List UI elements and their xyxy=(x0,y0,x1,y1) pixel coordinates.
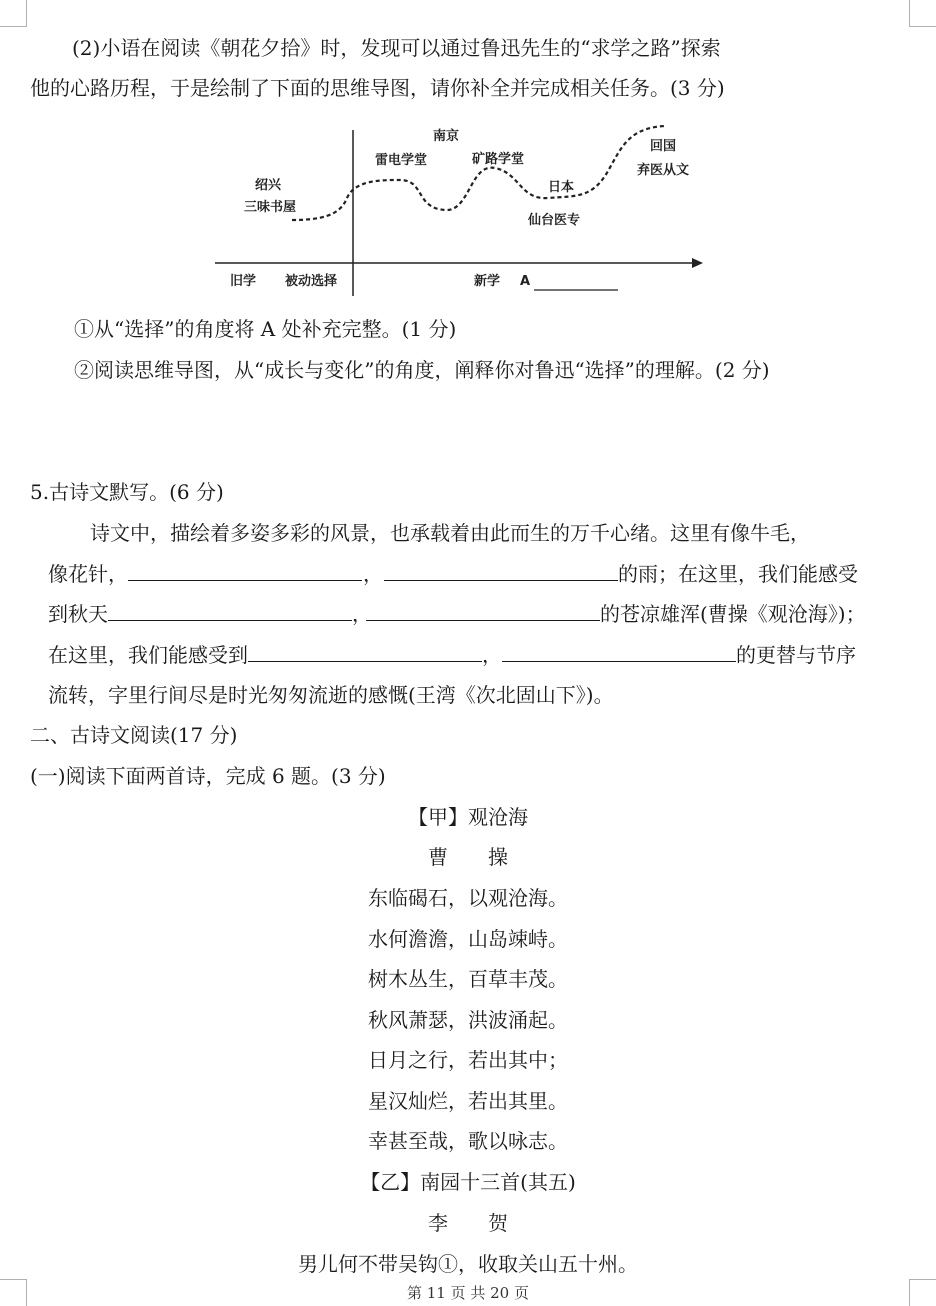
label-beidong: 被动选择 xyxy=(285,274,338,289)
poem1-line: 幸甚至哉，歌以咏志。 xyxy=(368,1129,568,1153)
q5-line3-c: 的苍凉雄浑(曹操《观沧海》)； xyxy=(600,602,866,626)
fill-blank-2[interactable] xyxy=(384,560,618,581)
q2-intro-line1: (2)小语在阅读《朝花夕拾》时，发现可以通过鲁迅先生的“求学之路”探索 xyxy=(72,36,721,60)
poem1-author: 曹 操 xyxy=(428,845,508,869)
q5-line2-b: ， xyxy=(363,562,383,586)
label-nanjing: 南京 xyxy=(433,129,460,144)
crop-mark-top-left xyxy=(0,0,27,27)
label-riben: 日本 xyxy=(548,180,575,195)
q2-task1: ①从“选择”的角度将 A 处补充完整。(1 分) xyxy=(74,317,457,341)
q5-line2-c: 的雨；在这里，我们能感受 xyxy=(618,562,858,586)
poem1-line: 日月之行，若出其中； xyxy=(368,1048,568,1072)
label-jiuxue: 旧学 xyxy=(230,274,257,289)
fill-blank-4[interactable] xyxy=(366,600,600,621)
q5-line4-b: ， xyxy=(482,643,502,667)
q5-line3-b: ， xyxy=(352,602,372,626)
label-shaoxing: 绍兴 xyxy=(255,178,282,193)
label-xiantai: 仙台医专 xyxy=(528,213,581,228)
q5-line3-a: 到秋天 xyxy=(48,602,108,626)
crop-mark-top-right xyxy=(909,0,936,27)
diagram-arrow-head xyxy=(692,258,703,268)
section2-title: 二、古诗文阅读(17 分) xyxy=(30,723,238,747)
diagram-dashed-path xyxy=(292,126,665,220)
fill-blank-5[interactable] xyxy=(248,641,482,662)
label-huiguo: 回国 xyxy=(650,139,677,154)
fill-blank-1[interactable] xyxy=(128,560,362,581)
poem2-title: 【乙】南园十三首(其五) xyxy=(360,1170,576,1194)
q5-line4-a: 在这里，我们能感受到 xyxy=(48,643,248,667)
fill-blank-6[interactable] xyxy=(502,641,736,662)
q5-line2 xyxy=(48,560,858,588)
poem2-author: 李 贺 xyxy=(428,1211,508,1235)
page-footer: 第 11 页 共 20 页 xyxy=(406,1284,529,1302)
label-sanwei: 三味书屋 xyxy=(244,200,297,215)
poem1-line: 东临碣石，以观沧海。 xyxy=(368,886,568,910)
label-qiyi: 弃医从文 xyxy=(637,163,690,178)
q5-line2-a: 像花针， xyxy=(48,562,128,586)
q5-line1: 诗文中，描绘着多姿多彩的风景，也承载着由此而生的万千心绪。这里有像牛毛， xyxy=(90,521,810,545)
poem1-line: 水何澹澹，山岛竦峙。 xyxy=(368,927,568,951)
poem1-line: 星汉灿烂，若出其里。 xyxy=(368,1089,568,1113)
q5-line3 xyxy=(48,600,866,628)
poem2-line: 男儿何不带吴钩①，收取关山五十州。 xyxy=(298,1252,638,1276)
mind-map-diagram xyxy=(200,118,740,308)
label-xinxue: 新学 xyxy=(474,274,501,289)
poem1-line: 树木丛生，百草丰茂。 xyxy=(368,967,568,991)
q5-line4-c: 的更替与节序 xyxy=(736,643,856,667)
fill-blank-3[interactable] xyxy=(108,600,352,621)
q5-line4 xyxy=(48,641,856,669)
label-leidian: 雷电学堂 xyxy=(375,153,428,168)
poem1-title: 【甲】观沧海 xyxy=(408,805,528,829)
label-kuanglu: 矿路学堂 xyxy=(472,152,525,167)
q5-title: 5.古诗文默写。(6 分) xyxy=(30,480,224,504)
poem1-line: 秋风萧瑟，洪波涌起。 xyxy=(368,1008,568,1032)
q2-intro-line2: 他的心路历程，于是绘制了下面的思维导图，请你补全并完成相关任务。(3 分) xyxy=(30,76,725,100)
section2-sub: (一)阅读下面两首诗，完成 6 题。(3 分) xyxy=(30,764,386,788)
q2-task2: ②阅读思维导图，从“成长与变化”的角度，阐释你对鲁迅“选择”的理解。(2 分) xyxy=(74,358,770,382)
q5-line5: 流转，字里行间尽是时光匆匆流逝的感慨(王湾《次北固山下》)。 xyxy=(48,683,614,707)
label-a: A xyxy=(520,274,531,289)
